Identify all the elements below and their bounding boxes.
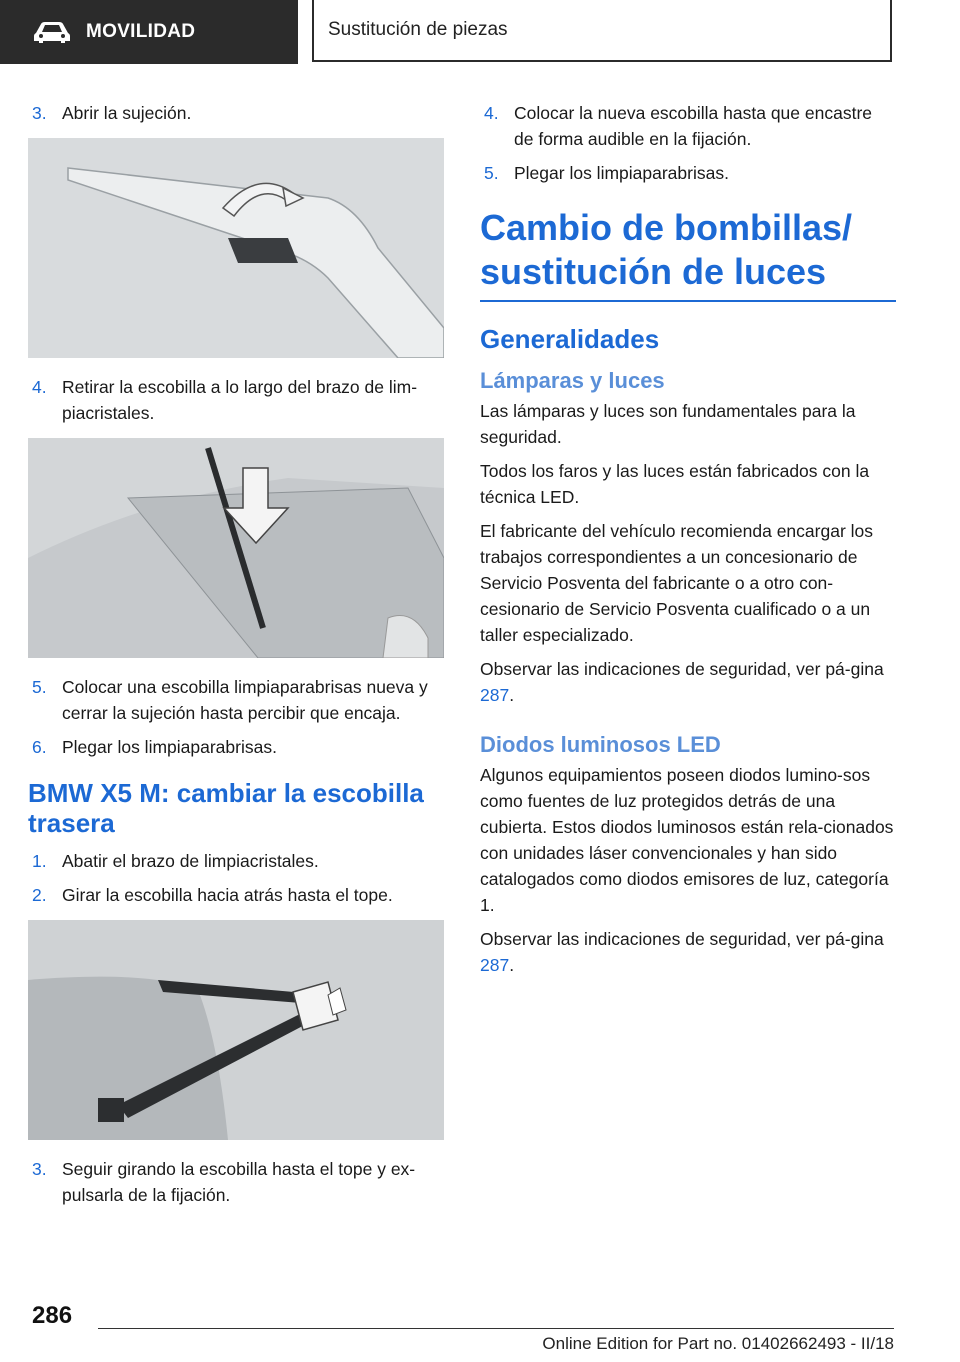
list-item: [28, 374, 444, 426]
step-number: 4.: [32, 377, 47, 397]
section-title: MOVILIDAD: [86, 21, 196, 42]
header-section-tab: [0, 0, 298, 64]
right-column: [480, 100, 896, 986]
list-item: [480, 100, 896, 152]
paragraph-text: Observar las indicaciones de seguridad, ver pá-gina: [480, 659, 884, 679]
windshield-wiper-illustration: [28, 438, 444, 658]
paragraph-text: Observar las indicaciones de seguridad, ver pá-gina: [480, 929, 884, 949]
paragraph: Algunos equipamientos poseen diodos lumino-sos como fuentes de luz protegidos detrás de una cubierta. Estos diodos luminosos están rela-cionados con unidades láser convencionales y han sido catalogados como diodos emisores de luz, categoría 1.: [480, 765, 894, 915]
car-icon: [32, 19, 72, 45]
paragraph: Las lámparas y luces son fundamentales para la seguridad.: [480, 401, 856, 447]
step-text: Abatir el brazo de limpiacristales.: [62, 851, 319, 871]
page-number: 286: [32, 1302, 73, 1329]
list-item: [28, 100, 444, 126]
list-item: [480, 160, 896, 186]
step-text: Retirar la escobilla a lo largo del brazo de lim-piacristales.: [62, 377, 418, 423]
step-text: Girar la escobilla hacia atrás hasta el tope.: [62, 885, 393, 905]
page-reference-link[interactable]: 287: [480, 955, 510, 975]
topic-heading-led: Diodos luminosos LED: [480, 732, 721, 757]
list-item: [28, 882, 444, 908]
header-subsection: [312, 0, 892, 62]
subheading: Generalidades: [480, 324, 660, 354]
footer-divider: [98, 1328, 894, 1329]
heading-divider: [480, 300, 896, 302]
rear-wiper-illustration: [28, 920, 444, 1140]
list-item: [28, 848, 444, 874]
step-number: 2.: [32, 885, 47, 905]
paragraph-with-link: [480, 926, 896, 978]
list-item: [28, 1156, 444, 1208]
step-number: 5.: [32, 677, 47, 697]
step-text: Plegar los limpiaparabrisas.: [514, 163, 729, 183]
step-number: 1.: [32, 851, 47, 871]
step-text: Colocar una escobilla limpiaparabrisas nueva y cerrar la sujeción hasta percibir que encaja.: [62, 677, 428, 723]
section-heading: BMW X5 M: cambiar la escobilla trasera: [28, 778, 424, 838]
list-item: [28, 674, 444, 726]
paragraph-end: .: [509, 685, 515, 705]
step-number: 5.: [484, 163, 499, 183]
step-text: Seguir girando la escobilla hasta el tope y ex-pulsarla de la fijación.: [62, 1159, 416, 1205]
step-text: Plegar los limpiaparabrisas.: [62, 737, 277, 757]
step-text: Abrir la sujeción.: [62, 103, 192, 123]
step-number: 3.: [32, 103, 47, 123]
paragraph: El fabricante del vehículo recomienda encargar los trabajos correspondientes a un concesionario de Servicio Posventa del fabricante o a otro con-cesionario de Servicio Posventa cualificado o a un taller especializado.: [480, 521, 873, 645]
page-reference-link[interactable]: 287: [480, 685, 510, 705]
subsection-title: Sustitución de piezas: [328, 19, 508, 40]
left-column: [28, 100, 444, 1216]
list-item: [28, 734, 444, 760]
step-text: Colocar la nueva escobilla hasta que encastre de forma audible en la fijación.: [514, 103, 872, 149]
edition-note: Online Edition for Part no. 01402662493 - II/18: [542, 1334, 894, 1353]
chapter-heading: Cambio de bombillas/ sustitución de luces: [480, 207, 853, 292]
step-number: 6.: [32, 737, 47, 757]
step-number: 4.: [484, 103, 499, 123]
wiper-clip-illustration: [28, 138, 444, 358]
step-number: 3.: [32, 1159, 47, 1179]
paragraph-end: .: [509, 955, 515, 975]
paragraph: Todos los faros y las luces están fabricados con la técnica LED.: [480, 461, 870, 507]
topic-heading-lamps: Lámparas y luces: [480, 368, 665, 393]
paragraph-with-link: [480, 656, 896, 708]
